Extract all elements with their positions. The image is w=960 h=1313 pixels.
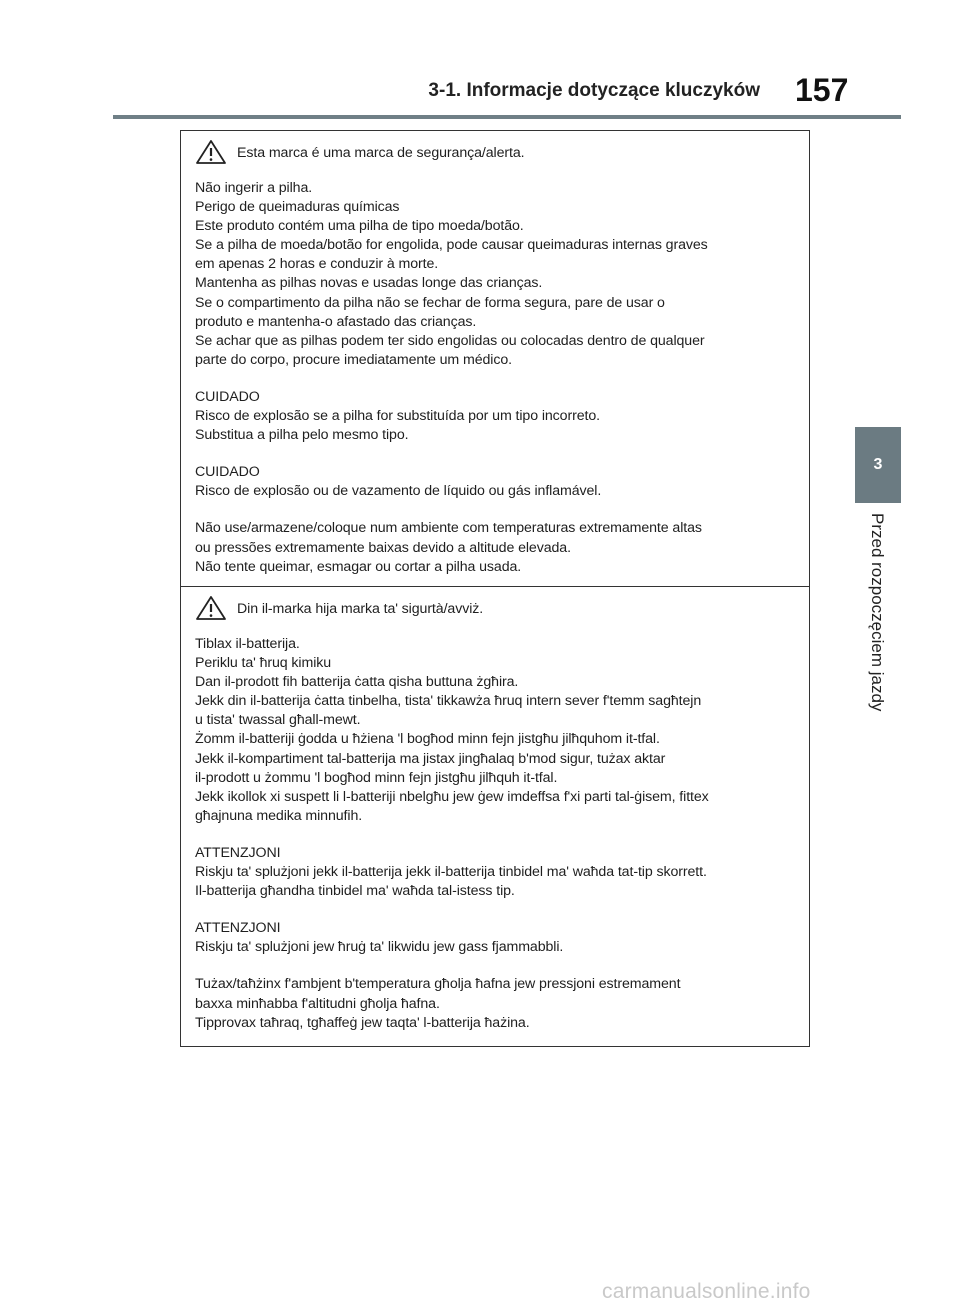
warning-paragraph <box>195 844 809 901</box>
text-line: Żomm il-batteriji ġodda u ħżiena 'l bogħod minn fejn jistgħu jilħquhom it-tfal. <box>195 731 660 748</box>
alert-text: Din il-marka hija marka ta' sigurtà/avviż. <box>237 601 484 617</box>
section-title: 3-1. Informacje dotyczące kluczyków <box>428 80 760 101</box>
text-line: ou pressões extremamente baixas devido a altitude elevada. <box>195 539 571 556</box>
text-line: Perigo de queimaduras químicas <box>195 199 400 216</box>
warning-paragraph <box>195 919 809 957</box>
text-line: Se o compartimento da pilha não se fechar de forma segura, pare de usar o <box>195 294 665 311</box>
footer-watermark: carmanualsonline.info <box>602 1280 811 1303</box>
warning-triangle-icon <box>195 139 227 165</box>
text-line: parte do corpo, procure imediatamente um médico. <box>195 351 512 368</box>
text-line: ATTENZJONI <box>195 844 281 861</box>
text-line: Tipprovax taħraq, tgħaffeġ jew taqta' l-batterija ħażina. <box>195 1014 530 1031</box>
text-line: Mantenha as pilhas novas e usadas longe das crianças. <box>195 275 543 292</box>
alert-text: Esta marca é uma marca de segurança/alerta. <box>237 145 525 161</box>
text-line: Riskju ta' splużjoni jew ħruġ ta' likwidu jew gass fjammabbli. <box>195 939 564 956</box>
text-line: Se achar que as pilhas podem ter sido engolidas ou colocadas dentro de qualquer <box>195 332 705 349</box>
text-line: Tiblax il-batterija. <box>195 636 300 652</box>
warning-box-portuguese <box>180 130 810 587</box>
text-line: Riskju ta' splużjoni jekk il-batterija jekk il-batterija tinbidel ma' waħda tat-tip skorrett. <box>195 864 707 881</box>
chapter-number: 3 <box>873 456 883 473</box>
header-rule <box>113 115 901 119</box>
warning-box-maltese <box>180 586 810 1047</box>
alert-row <box>195 141 809 165</box>
text-line: Não ingerir a pilha. <box>195 180 313 196</box>
warning-paragraphs <box>195 635 809 1033</box>
text-line: Não use/armazene/coloque num ambiente com temperaturas extremamente altas <box>195 520 702 537</box>
warning-paragraph <box>195 179 809 370</box>
text-line: CUIDADO <box>195 388 260 405</box>
text-line: Tużax/taħżinx f'ambjent b'temperatura għolja ħafna jew pressjoni estremament <box>195 976 681 993</box>
text-line: Jekk il-kompartiment tal-batterija ma jistax jingħalaq b'mod sigur, tużax aktar <box>195 750 666 767</box>
alert-row <box>195 597 809 621</box>
chapter-tab <box>855 427 901 503</box>
text-line: Dan il-prodott fih batterija ċatta qisha buttuna żgħira. <box>195 674 519 691</box>
text-line: Risco de explosão se a pilha for substituída por um tipo incorreto. <box>195 408 600 425</box>
warning-paragraph <box>195 635 809 826</box>
text-line: u tista' twassal għall-mewt. <box>195 712 361 729</box>
page-number: 157 <box>795 72 849 108</box>
text-line: Substitua a pilha pelo mesmo tipo. <box>195 427 409 444</box>
text-line: Este produto contém uma pilha de tipo moeda/botão. <box>195 218 524 235</box>
warning-paragraph <box>195 975 809 1032</box>
text-line: Periklu ta' ħruq kimiku <box>195 655 332 672</box>
text-line: Jekk din il-batterija ċatta tinbelha, tista' tikkawża ħruq intern sever f'temm sagħtejn <box>195 693 702 710</box>
text-line: em apenas 2 horas e conduzir à morte. <box>195 256 439 273</box>
text-line: Il-batterija għandha tinbidel ma' waħda tal-istess tip. <box>195 883 515 900</box>
text-line: Risco de explosão ou de vazamento de líquido ou gás inflamável. <box>195 483 602 500</box>
text-line: Se a pilha de moeda/botão for engolida, pode causar queimaduras internas graves <box>195 237 708 254</box>
warning-paragraphs <box>195 179 809 577</box>
text-line: għajnuna medika minnufih. <box>195 807 363 824</box>
warning-paragraph <box>195 463 809 501</box>
text-line: produto e mantenha-o afastado das crianças. <box>195 313 477 330</box>
text-line: Jekk ikollok xi suspett li l-batteriji nbelgħu jew ġew imdeffsa f'xi parti tal-ġisem, fittex <box>195 788 709 805</box>
text-line: il-prodott u żommu 'l bogħod minn fejn jistgħu jilħquh it-tfal. <box>195 769 558 786</box>
text-line: Não tente queimar, esmagar ou cortar a pilha usada. <box>195 558 522 575</box>
warning-triangle-icon <box>195 595 227 621</box>
warning-paragraph <box>195 388 809 445</box>
chapter-title: Przed rozpoczęciem jazdy <box>868 513 887 712</box>
text-line: CUIDADO <box>195 464 260 481</box>
text-line: ATTENZJONI <box>195 920 281 937</box>
warning-paragraph <box>195 519 809 576</box>
text-line: baxxa minħabba f'altitudni għolja ħafna. <box>195 995 440 1012</box>
